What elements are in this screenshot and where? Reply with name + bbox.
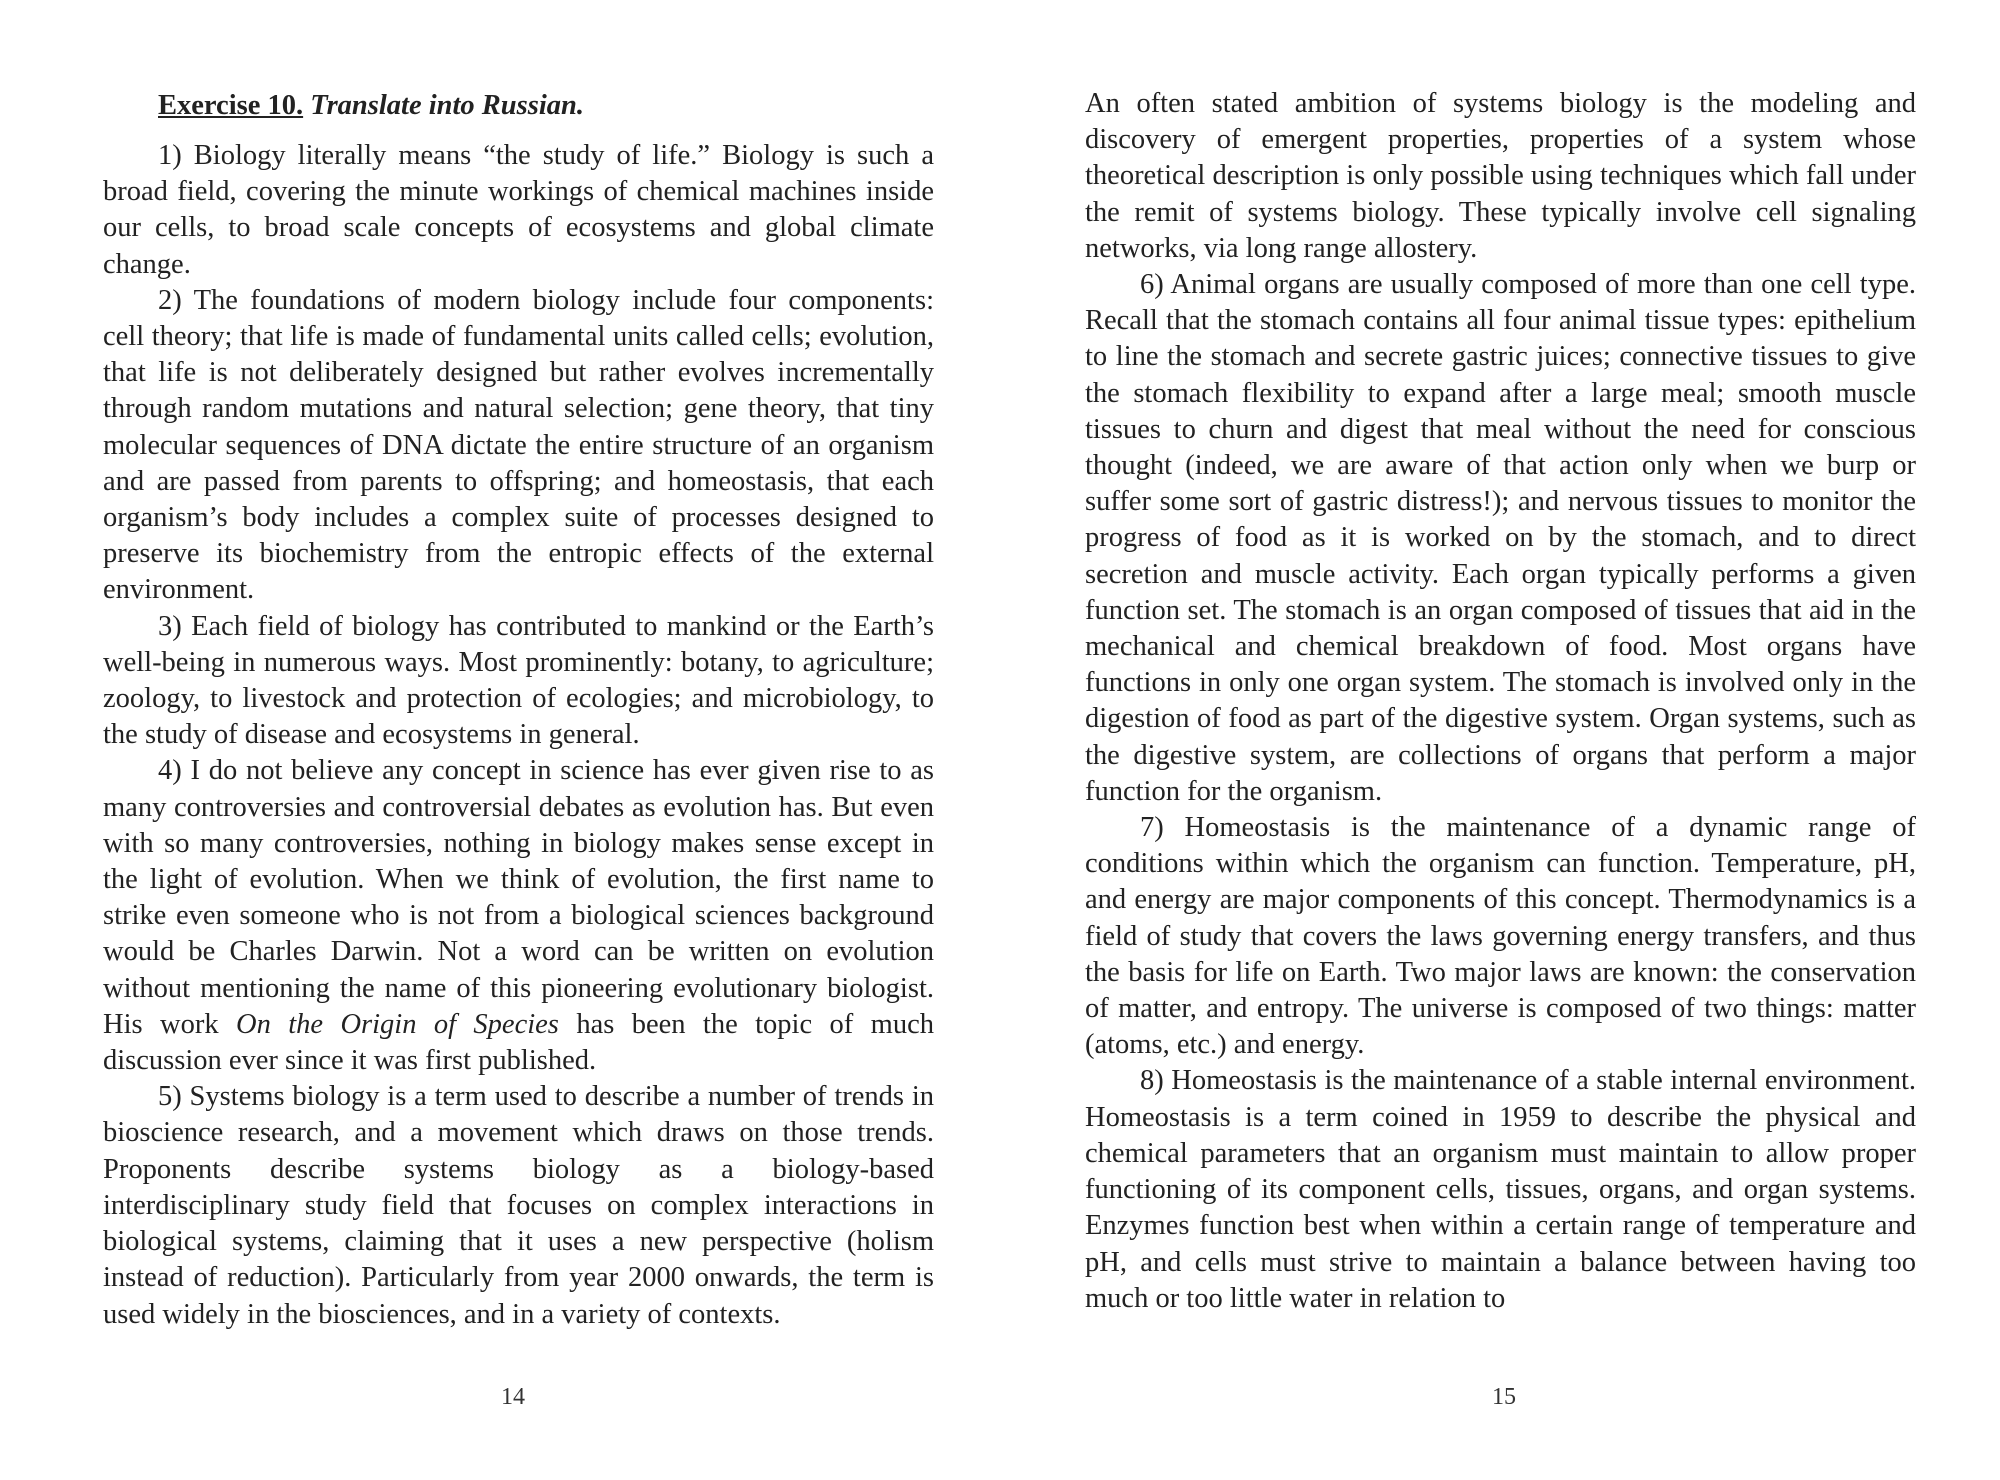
paragraph-1: 1) Biology literally means “the study of life.” Biology is such a broad field, covering the minute workings of chemical machines inside our cells, to broad scale concepts of ecosystems and global climate change. [103, 140, 934, 280]
paragraph-4-text-after: has been the topic of much discussion ever since it was first published. [103, 1008, 934, 1077]
paragraph-6: 6) Animal organs are usually composed of more than one cell type. Recall that the stomach contains all four animal tissue types: epithelium to line the stomach and secrete gastric juices; connective tissues to give the stomach flexibility to expand after a large meal; smooth muscle tissues to churn and digest that meal without the need for conscious thought (indeed, we are aware of that action only when we burp or suffer some sort of gastric distress!); and nervous tissues to monitor the progress of food as it is worked on by the stomach, and to direct secretion and muscle activity. Each organ typically performs a given function set. The stomach is an organ composed of tissues that aid in the mechanical and chemical breakdown of food. Most organs have functions in only one organ system. The stomach is involved only in the digestion of food as part of the digestive system. Organ systems, such as the digestive system, are collections of organs that perform a major function for the organism. [1085, 269, 1916, 807]
exercise-heading [103, 88, 934, 124]
paragraph-8: 8) Homeostasis is the maintenance of a stable internal environment. Homeostasis is a term coined in 1959 to describe the physical and chemical parameters that an organism must maintain to allow proper functioning of its component cells, tissues, organs, and organ systems. Enzymes function best when within a certain range of temperature and pH, and cells must strive to maintain a balance between having too much or too little water in relation to [1085, 1065, 1916, 1314]
paragraph-5-continued: An often stated ambition of systems biology is the modeling and discovery of emergent properties, properties of a system whose theoretical description is only possible using techniques which fall under the remit of systems biology. These typically involve cell signaling networks, via long range allostery. [1085, 88, 1916, 264]
page-number: 14 [501, 1384, 525, 1410]
right-page-text [1085, 86, 1916, 1317]
page-number: 15 [1492, 1384, 1516, 1410]
paragraph-4 [103, 753, 934, 1079]
exercise-number: Exercise 10. [158, 90, 304, 121]
paragraph-3: 3) Each field of biology has contributed to mankind or the Earth’s well-being in numerous ways. Most prominently: botany, to agriculture; zoology, to livestock and protection of ecologies; and microbiology, to the study of disease and ecosystems in general. [103, 610, 934, 751]
paragraph-4-text-before: 4) I do not believe any concept in science has ever given rise to as many controversies and controversial debates as evolution has. But even with so many controversies, nothing in biology makes sense except in the light of evolution. When we think of evolution, the first name to strike even someone who is not from a biological sciences background would be Charles Darwin. Not a word can be written on evolution without mentioning the name of this pioneering evolutionary biologist. His work [103, 755, 934, 1040]
left-page-text [103, 88, 934, 1333]
paragraph-7: 7) Homeostasis is the maintenance of a dynamic range of conditions within which the organism can function. Temperature, pH, and energy are major components of this concept. Thermodynamics is a field of study that covers the laws governing energy transfers, and thus the basis for life on Earth. Two major laws are known: the conservation of matter, and entropy. The universe is composed of two things: matter (atoms, etc.) and energy. [1085, 812, 1916, 1061]
book-title: On the Origin of Species [235, 1008, 559, 1040]
paragraph-2: 2) The foundations of modern biology include four components: cell theory; that life is made of fundamental units called cells; evolution, that life is not deliberately designed but rather evolves incrementally through random mutations and natural selection; gene theory, that tiny molecular sequences of DNA dictate the entire structure of an organism and are passed from parents to offspring; and homeostasis, that each organism’s body includes a complex suite of processes designed to preserve its biochemistry from the entropic effects of the external environment. [103, 284, 934, 606]
right-page [1000, 0, 2000, 1480]
exercise-instruction: Translate into Russian. [310, 90, 584, 121]
paragraph-5: 5) Systems biology is a term used to describe a number of trends in bioscience research, and a movement which draws on those trends. Proponents describe systems biology as a biology-based interdisciplinary study field that focuses on complex interactions in biological systems, claiming that it uses a new perspective (holism instead of reduction). Particularly from year 2000 onwards, the term is used widely in the biosciences, and in a variety of contexts. [103, 1081, 934, 1330]
